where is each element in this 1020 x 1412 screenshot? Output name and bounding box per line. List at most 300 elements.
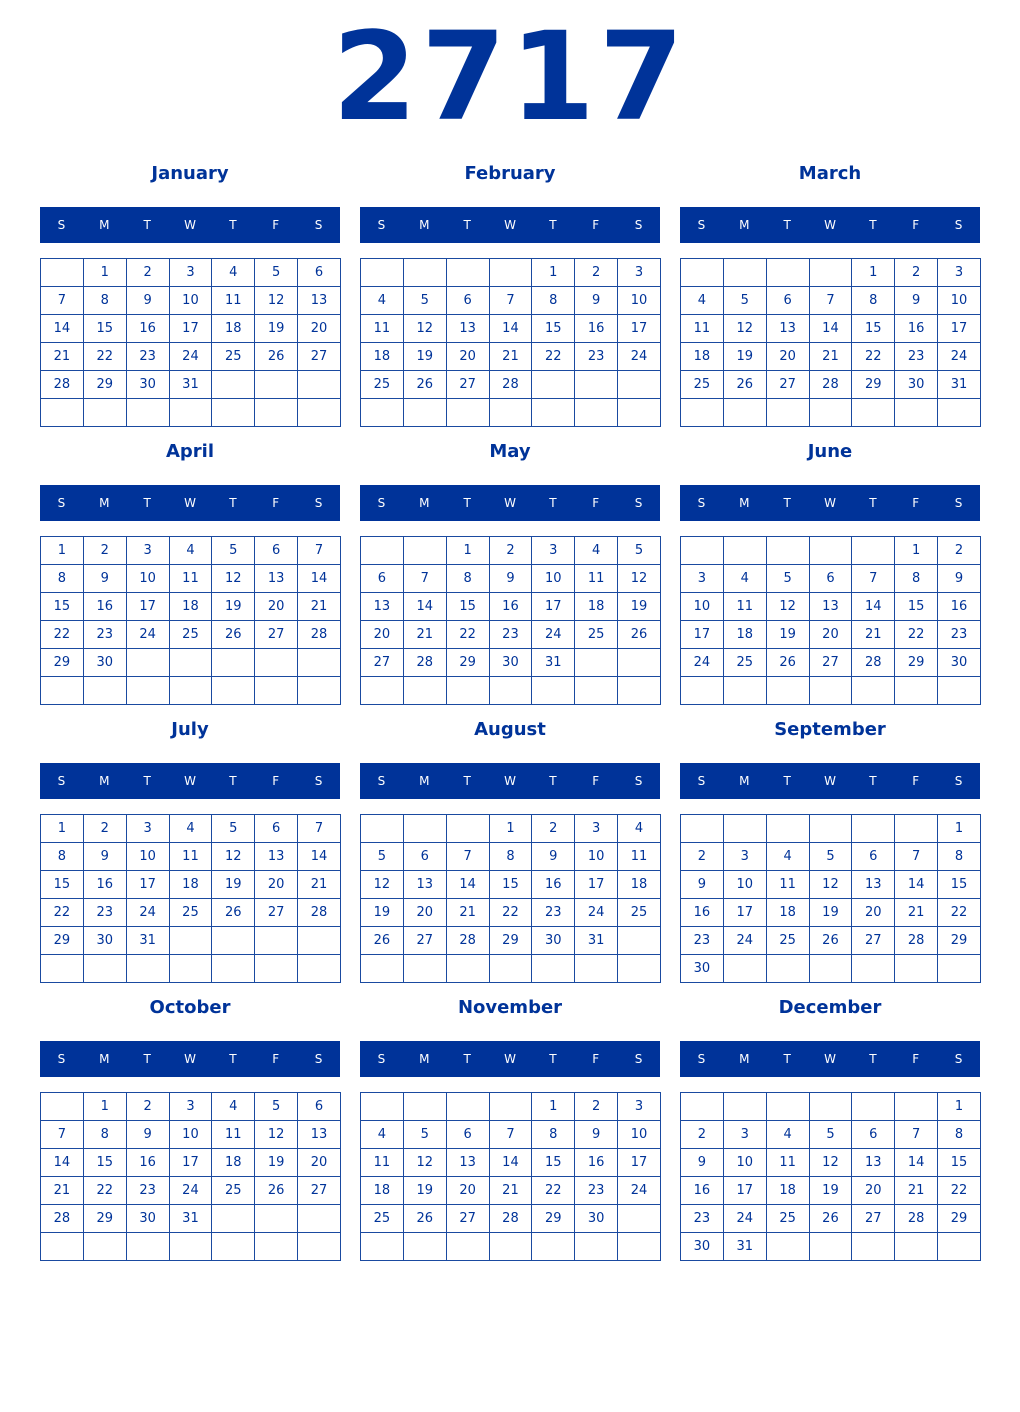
empty-day-cell bbox=[809, 399, 852, 427]
empty-day-cell bbox=[298, 1233, 341, 1261]
day-cell: 13 bbox=[766, 315, 809, 343]
day-cell: 29 bbox=[895, 649, 938, 677]
day-cell: 24 bbox=[169, 1177, 212, 1205]
day-cell: 15 bbox=[489, 871, 532, 899]
day-cell: 3 bbox=[532, 537, 575, 565]
empty-day-cell bbox=[852, 677, 895, 705]
day-cell: 24 bbox=[618, 343, 661, 371]
day-cell: 27 bbox=[361, 649, 404, 677]
day-cell: 5 bbox=[723, 287, 766, 315]
day-cell: 17 bbox=[126, 593, 169, 621]
day-cell: 6 bbox=[403, 843, 446, 871]
day-cell: 6 bbox=[255, 537, 298, 565]
empty-day-cell bbox=[681, 677, 724, 705]
day-cell: 30 bbox=[575, 1205, 618, 1233]
day-cell: 15 bbox=[938, 1149, 981, 1177]
day-cell: 21 bbox=[298, 593, 341, 621]
weekday-label: T bbox=[229, 774, 237, 788]
day-cell: 15 bbox=[895, 593, 938, 621]
day-cell: 17 bbox=[681, 621, 724, 649]
day-cell: 26 bbox=[618, 621, 661, 649]
day-cell: 10 bbox=[681, 593, 724, 621]
day-cell: 9 bbox=[532, 843, 575, 871]
day-cell: 3 bbox=[723, 843, 766, 871]
empty-day-cell bbox=[212, 399, 255, 427]
day-cell: 13 bbox=[809, 593, 852, 621]
weekday-label: M bbox=[99, 774, 110, 788]
day-cell: 15 bbox=[83, 1149, 126, 1177]
day-cell: 5 bbox=[809, 1121, 852, 1149]
week-row bbox=[41, 593, 341, 621]
month-name: December bbox=[778, 997, 882, 1018]
day-cell: 18 bbox=[618, 871, 661, 899]
weekday-label: S bbox=[697, 1052, 706, 1066]
weekday-label: S bbox=[377, 774, 386, 788]
week-row bbox=[681, 899, 981, 927]
empty-day-cell bbox=[126, 1233, 169, 1261]
empty-day-cell bbox=[403, 955, 446, 983]
week-row bbox=[681, 399, 981, 427]
day-cell: 7 bbox=[298, 537, 341, 565]
day-cell: 8 bbox=[83, 287, 126, 315]
day-cell: 26 bbox=[809, 1205, 852, 1233]
day-cell: 8 bbox=[938, 843, 981, 871]
week-row bbox=[361, 955, 661, 983]
weekday-label: T bbox=[869, 218, 877, 232]
day-cell: 24 bbox=[575, 899, 618, 927]
day-cell: 8 bbox=[83, 1121, 126, 1149]
empty-day-cell bbox=[126, 955, 169, 983]
empty-day-cell bbox=[618, 371, 661, 399]
day-cell: 30 bbox=[938, 649, 981, 677]
week-row bbox=[361, 1121, 661, 1149]
week-row bbox=[681, 927, 981, 955]
day-cell: 10 bbox=[618, 1121, 661, 1149]
day-cell: 15 bbox=[41, 593, 84, 621]
week-row bbox=[681, 593, 981, 621]
day-cell: 23 bbox=[126, 1177, 169, 1205]
week-row bbox=[361, 565, 661, 593]
empty-day-cell bbox=[255, 371, 298, 399]
day-cell: 13 bbox=[852, 871, 895, 899]
day-cell: 9 bbox=[83, 843, 126, 871]
day-cell: 8 bbox=[532, 1121, 575, 1149]
weekday-label: T bbox=[143, 774, 151, 788]
weekday-label: W bbox=[184, 1052, 196, 1066]
month-calendar-september bbox=[680, 714, 980, 992]
weekday-label: M bbox=[419, 496, 430, 510]
week-row bbox=[361, 677, 661, 705]
weekday-label: W bbox=[504, 1052, 516, 1066]
day-cell: 23 bbox=[895, 343, 938, 371]
day-cell: 3 bbox=[169, 1093, 212, 1121]
day-cell: 30 bbox=[126, 1205, 169, 1233]
day-cell: 7 bbox=[489, 1121, 532, 1149]
day-cell: 19 bbox=[809, 899, 852, 927]
week-row bbox=[681, 871, 981, 899]
weekday-label: F bbox=[912, 1052, 920, 1066]
week-row bbox=[41, 955, 341, 983]
empty-day-cell bbox=[126, 677, 169, 705]
day-cell: 22 bbox=[41, 621, 84, 649]
weekday-label: T bbox=[463, 218, 471, 232]
day-cell: 19 bbox=[766, 621, 809, 649]
empty-day-cell bbox=[681, 399, 724, 427]
weekday-label: S bbox=[954, 218, 963, 232]
empty-day-cell bbox=[575, 399, 618, 427]
day-cell: 29 bbox=[489, 927, 532, 955]
day-cell: 18 bbox=[212, 1149, 255, 1177]
weekday-label: S bbox=[314, 1052, 323, 1066]
weekday-label: T bbox=[783, 496, 791, 510]
days-table bbox=[360, 258, 661, 427]
day-cell: 31 bbox=[532, 649, 575, 677]
day-cell: 8 bbox=[532, 287, 575, 315]
days-table bbox=[40, 1092, 341, 1261]
empty-day-cell bbox=[298, 1205, 341, 1233]
day-cell: 26 bbox=[361, 927, 404, 955]
week-row bbox=[361, 1205, 661, 1233]
day-cell: 17 bbox=[618, 315, 661, 343]
weekday-label: T bbox=[143, 496, 151, 510]
month-calendar-november bbox=[360, 992, 660, 1270]
empty-day-cell bbox=[361, 537, 404, 565]
day-cell: 5 bbox=[212, 815, 255, 843]
day-cell: 21 bbox=[489, 343, 532, 371]
empty-day-cell bbox=[169, 1233, 212, 1261]
month-name: June bbox=[807, 441, 853, 462]
day-cell: 14 bbox=[895, 1149, 938, 1177]
day-cell: 22 bbox=[532, 1177, 575, 1205]
empty-day-cell bbox=[83, 677, 126, 705]
day-cell: 15 bbox=[532, 1149, 575, 1177]
day-cell: 16 bbox=[83, 871, 126, 899]
day-cell: 22 bbox=[938, 1177, 981, 1205]
day-cell: 22 bbox=[938, 899, 981, 927]
weekday-label: F bbox=[272, 774, 280, 788]
month-name: April bbox=[165, 441, 215, 462]
day-cell: 24 bbox=[169, 343, 212, 371]
weekday-label: S bbox=[697, 218, 706, 232]
day-cell: 17 bbox=[723, 899, 766, 927]
empty-day-cell bbox=[41, 1233, 84, 1261]
empty-day-cell bbox=[938, 1233, 981, 1261]
weekday-header bbox=[680, 207, 980, 243]
day-cell: 21 bbox=[298, 871, 341, 899]
day-cell: 4 bbox=[766, 843, 809, 871]
day-cell: 31 bbox=[575, 927, 618, 955]
week-row bbox=[361, 287, 661, 315]
days-table bbox=[680, 536, 981, 705]
day-cell: 26 bbox=[403, 1205, 446, 1233]
empty-day-cell bbox=[83, 399, 126, 427]
week-row bbox=[361, 1233, 661, 1261]
day-cell: 25 bbox=[766, 1205, 809, 1233]
empty-day-cell bbox=[766, 815, 809, 843]
empty-day-cell bbox=[723, 259, 766, 287]
empty-day-cell bbox=[723, 815, 766, 843]
day-cell: 14 bbox=[489, 1149, 532, 1177]
empty-day-cell bbox=[41, 1093, 84, 1121]
day-cell: 3 bbox=[618, 1093, 661, 1121]
day-cell: 12 bbox=[403, 315, 446, 343]
month-calendar-april bbox=[40, 436, 340, 714]
day-cell: 21 bbox=[41, 343, 84, 371]
empty-day-cell bbox=[446, 259, 489, 287]
day-cell: 26 bbox=[403, 371, 446, 399]
empty-day-cell bbox=[681, 1093, 724, 1121]
day-cell: 8 bbox=[938, 1121, 981, 1149]
day-cell: 6 bbox=[852, 843, 895, 871]
day-cell: 21 bbox=[852, 621, 895, 649]
day-cell: 16 bbox=[938, 593, 981, 621]
day-cell: 27 bbox=[852, 1205, 895, 1233]
day-cell: 7 bbox=[403, 565, 446, 593]
weekday-label: S bbox=[697, 496, 706, 510]
day-cell: 27 bbox=[255, 899, 298, 927]
day-cell: 5 bbox=[403, 1121, 446, 1149]
day-cell: 15 bbox=[83, 315, 126, 343]
week-row bbox=[681, 371, 981, 399]
day-cell: 3 bbox=[723, 1121, 766, 1149]
day-cell: 19 bbox=[809, 1177, 852, 1205]
empty-day-cell bbox=[169, 677, 212, 705]
day-cell: 25 bbox=[723, 649, 766, 677]
day-cell: 6 bbox=[809, 565, 852, 593]
day-cell: 3 bbox=[126, 815, 169, 843]
day-cell: 12 bbox=[255, 1121, 298, 1149]
day-cell: 28 bbox=[298, 621, 341, 649]
empty-day-cell bbox=[809, 955, 852, 983]
empty-day-cell bbox=[809, 1233, 852, 1261]
weekday-label: T bbox=[143, 218, 151, 232]
day-cell: 2 bbox=[938, 537, 981, 565]
empty-day-cell bbox=[618, 1233, 661, 1261]
day-cell: 27 bbox=[298, 1177, 341, 1205]
day-cell: 22 bbox=[532, 343, 575, 371]
weekday-label: S bbox=[314, 218, 323, 232]
day-cell: 4 bbox=[723, 565, 766, 593]
empty-day-cell bbox=[575, 1233, 618, 1261]
day-cell: 29 bbox=[446, 649, 489, 677]
day-cell: 20 bbox=[298, 1149, 341, 1177]
weekday-label: T bbox=[229, 496, 237, 510]
weekday-label: T bbox=[463, 1052, 471, 1066]
month-name: August bbox=[474, 719, 546, 740]
day-cell: 29 bbox=[41, 649, 84, 677]
empty-day-cell bbox=[403, 537, 446, 565]
empty-day-cell bbox=[895, 955, 938, 983]
week-row bbox=[681, 259, 981, 287]
empty-day-cell bbox=[489, 259, 532, 287]
week-row bbox=[41, 1093, 341, 1121]
day-cell: 28 bbox=[41, 1205, 84, 1233]
empty-day-cell bbox=[489, 399, 532, 427]
day-cell: 2 bbox=[532, 815, 575, 843]
week-row bbox=[361, 899, 661, 927]
day-cell: 18 bbox=[212, 315, 255, 343]
day-cell: 26 bbox=[212, 621, 255, 649]
empty-day-cell bbox=[489, 1233, 532, 1261]
day-cell: 9 bbox=[681, 871, 724, 899]
day-cell: 31 bbox=[938, 371, 981, 399]
empty-day-cell bbox=[809, 815, 852, 843]
year-title: 2717 bbox=[332, 6, 688, 148]
empty-day-cell bbox=[361, 1233, 404, 1261]
day-cell: 24 bbox=[126, 899, 169, 927]
weekday-label: S bbox=[634, 218, 643, 232]
day-cell: 5 bbox=[361, 843, 404, 871]
month-calendar-december bbox=[680, 992, 980, 1270]
day-cell: 20 bbox=[446, 343, 489, 371]
day-cell: 6 bbox=[852, 1121, 895, 1149]
empty-day-cell bbox=[618, 927, 661, 955]
week-row bbox=[41, 287, 341, 315]
day-cell: 24 bbox=[126, 621, 169, 649]
day-cell: 4 bbox=[212, 259, 255, 287]
empty-day-cell bbox=[169, 399, 212, 427]
weekday-header bbox=[360, 1041, 660, 1077]
weekday-label: S bbox=[954, 1052, 963, 1066]
day-cell: 11 bbox=[575, 565, 618, 593]
weekday-label: S bbox=[377, 218, 386, 232]
empty-day-cell bbox=[298, 371, 341, 399]
empty-day-cell bbox=[298, 927, 341, 955]
week-row bbox=[41, 399, 341, 427]
empty-day-cell bbox=[938, 955, 981, 983]
day-cell: 31 bbox=[169, 371, 212, 399]
day-cell: 2 bbox=[126, 1093, 169, 1121]
day-cell: 29 bbox=[41, 927, 84, 955]
day-cell: 16 bbox=[895, 315, 938, 343]
day-cell: 4 bbox=[766, 1121, 809, 1149]
day-cell: 1 bbox=[41, 537, 84, 565]
day-cell: 16 bbox=[126, 1149, 169, 1177]
empty-day-cell bbox=[361, 399, 404, 427]
weekday-label: M bbox=[739, 1052, 750, 1066]
day-cell: 7 bbox=[489, 287, 532, 315]
empty-day-cell bbox=[83, 1233, 126, 1261]
empty-day-cell bbox=[403, 815, 446, 843]
weekday-label: W bbox=[184, 218, 196, 232]
week-row bbox=[41, 871, 341, 899]
weekday-label: T bbox=[463, 774, 471, 788]
week-row bbox=[681, 815, 981, 843]
day-cell: 18 bbox=[169, 593, 212, 621]
week-row bbox=[361, 871, 661, 899]
weekday-label: T bbox=[549, 496, 557, 510]
day-cell: 23 bbox=[681, 1205, 724, 1233]
day-cell: 23 bbox=[938, 621, 981, 649]
day-cell: 31 bbox=[723, 1233, 766, 1261]
weekday-label: M bbox=[99, 496, 110, 510]
day-cell: 7 bbox=[446, 843, 489, 871]
day-cell: 1 bbox=[532, 1093, 575, 1121]
empty-day-cell bbox=[809, 677, 852, 705]
day-cell: 12 bbox=[361, 871, 404, 899]
week-row bbox=[681, 955, 981, 983]
empty-day-cell bbox=[895, 399, 938, 427]
day-cell: 11 bbox=[681, 315, 724, 343]
month-calendar-july bbox=[40, 714, 340, 992]
day-cell: 30 bbox=[681, 1233, 724, 1261]
month-name: February bbox=[464, 163, 556, 184]
day-cell: 10 bbox=[169, 1121, 212, 1149]
weekday-label: F bbox=[912, 496, 920, 510]
day-cell: 28 bbox=[41, 371, 84, 399]
empty-day-cell bbox=[766, 677, 809, 705]
empty-day-cell bbox=[41, 677, 84, 705]
week-row bbox=[361, 343, 661, 371]
empty-day-cell bbox=[895, 1233, 938, 1261]
day-cell: 19 bbox=[403, 1177, 446, 1205]
day-cell: 8 bbox=[895, 565, 938, 593]
empty-day-cell bbox=[212, 927, 255, 955]
empty-day-cell bbox=[403, 399, 446, 427]
day-cell: 14 bbox=[852, 593, 895, 621]
week-row bbox=[41, 343, 341, 371]
day-cell: 18 bbox=[766, 899, 809, 927]
day-cell: 10 bbox=[532, 565, 575, 593]
day-cell: 20 bbox=[852, 899, 895, 927]
day-cell: 9 bbox=[895, 287, 938, 315]
day-cell: 30 bbox=[126, 371, 169, 399]
week-row bbox=[41, 1205, 341, 1233]
day-cell: 25 bbox=[169, 899, 212, 927]
empty-day-cell bbox=[895, 1093, 938, 1121]
day-cell: 9 bbox=[575, 1121, 618, 1149]
day-cell: 13 bbox=[298, 287, 341, 315]
day-cell: 12 bbox=[809, 1149, 852, 1177]
empty-day-cell bbox=[532, 1233, 575, 1261]
day-cell: 12 bbox=[766, 593, 809, 621]
empty-day-cell bbox=[255, 927, 298, 955]
empty-day-cell bbox=[169, 649, 212, 677]
day-cell: 2 bbox=[895, 259, 938, 287]
empty-day-cell bbox=[681, 537, 724, 565]
week-row bbox=[681, 1093, 981, 1121]
empty-day-cell bbox=[212, 955, 255, 983]
day-cell: 23 bbox=[83, 621, 126, 649]
day-cell: 15 bbox=[852, 315, 895, 343]
weekday-header bbox=[40, 1041, 340, 1077]
day-cell: 20 bbox=[403, 899, 446, 927]
weekday-header bbox=[360, 485, 660, 521]
day-cell: 10 bbox=[723, 1149, 766, 1177]
empty-day-cell bbox=[809, 1093, 852, 1121]
day-cell: 17 bbox=[169, 1149, 212, 1177]
day-cell: 31 bbox=[169, 1205, 212, 1233]
weekday-label: S bbox=[314, 774, 323, 788]
day-cell: 9 bbox=[126, 1121, 169, 1149]
week-row bbox=[681, 287, 981, 315]
empty-day-cell bbox=[298, 677, 341, 705]
weekday-label: M bbox=[419, 218, 430, 232]
empty-day-cell bbox=[446, 1093, 489, 1121]
day-cell: 25 bbox=[212, 343, 255, 371]
weekday-label: T bbox=[869, 496, 877, 510]
day-cell: 26 bbox=[766, 649, 809, 677]
day-cell: 22 bbox=[446, 621, 489, 649]
day-cell: 18 bbox=[723, 621, 766, 649]
day-cell: 23 bbox=[575, 343, 618, 371]
day-cell: 22 bbox=[83, 343, 126, 371]
week-row bbox=[41, 677, 341, 705]
day-cell: 21 bbox=[809, 343, 852, 371]
month-name: November bbox=[457, 997, 563, 1018]
day-cell: 17 bbox=[938, 315, 981, 343]
empty-day-cell bbox=[532, 955, 575, 983]
